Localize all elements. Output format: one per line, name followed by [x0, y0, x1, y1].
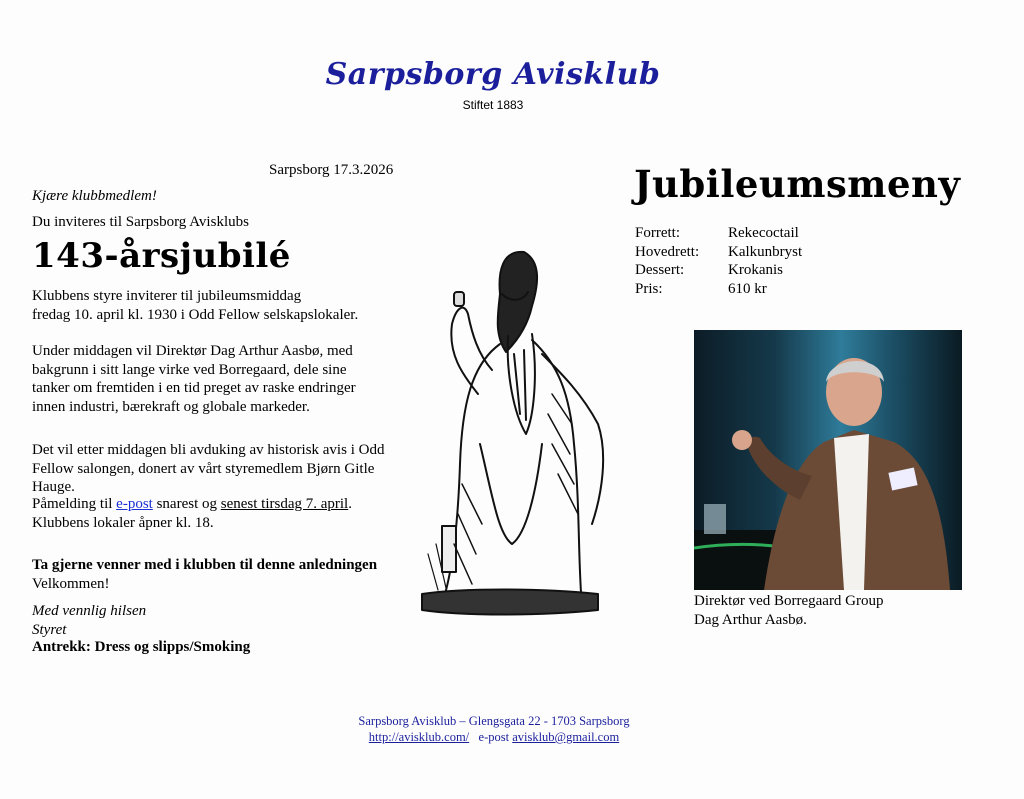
photo-caption	[694, 592, 884, 629]
website-link[interactable]: http://avisklub.com/	[368, 730, 470, 744]
menu-row	[635, 261, 802, 280]
invite-line: Du inviteres til Sarpsborg Avisklubs	[32, 214, 249, 230]
menu-label: Dessert:	[635, 262, 685, 278]
paragraph-unveiling: Det vil etter middagen bli avduking av historisk avis i Odd Fellow salongen, donert av vårt styremedlem Bjørn Gitle Hauge.	[32, 442, 385, 495]
footer-contact	[0, 729, 988, 745]
footer	[0, 713, 988, 745]
menu-value: 610 kr	[728, 280, 767, 297]
menu-label: Hovedrett:	[635, 243, 700, 260]
paragraph-dinner-line-2: fredag 10. april kl. 1930 i Odd Fellow selskapslokaler.	[32, 306, 359, 323]
letter-date: Sarpsborg 17.3.2026	[269, 162, 394, 178]
regards	[32, 602, 146, 639]
founded-line: Stiftet 1883	[462, 98, 524, 112]
paragraph-speaker: Under middagen vil Direktør Dag Arthur Aasbø, med bakgrunn i sitt lange virke ved Borregaard, dele sine tanker om fremtiden i en tid preget av raske endringer innen industri, bærekraft og globale markeder.	[32, 343, 356, 415]
dress-code: Antrekk: Dress og slipps/Smoking	[32, 639, 251, 655]
email-link[interactable]: avisklub@gmail.com	[512, 730, 620, 744]
menu-table	[635, 224, 802, 298]
email-label: e-post	[478, 730, 510, 744]
menu-value: Rekecoctail	[728, 225, 799, 241]
paragraph-dinner	[32, 287, 402, 324]
email-signup-link[interactable]: e-post	[116, 496, 153, 512]
bring-friends: Ta gjerne venner med i klubben til denne anledningen	[32, 557, 378, 573]
footer-address: Sarpsborg Avisklub – Glengsgata 22 - 1703 Sarpsborg	[358, 714, 630, 728]
regards-line: Med vennlig hilsen	[32, 603, 147, 619]
paragraph-dinner-line-1: Klubbens styre inviterer til jubileumsmiddag	[32, 288, 302, 304]
photo-caption-name: Dag Arthur Aasbø.	[694, 611, 807, 628]
menu-value: Kalkunbryst	[728, 243, 803, 260]
signup-middle: snarest og	[152, 496, 221, 512]
speaker-photo	[694, 330, 962, 590]
opening-time: Klubbens lokaler åpner kl. 18.	[32, 514, 214, 531]
photo-caption-title: Direktør ved Borregaard Group	[694, 593, 884, 609]
menu-value: Krokanis	[728, 262, 783, 278]
signup-suffix: .	[348, 496, 352, 512]
regards-signature: Styret	[32, 621, 67, 638]
jubilee-title: 143-årsjubilé	[32, 236, 291, 276]
menu-row	[635, 280, 802, 299]
menu-row	[635, 243, 802, 262]
club-name: Sarpsborg Avisklub	[325, 57, 661, 92]
menu-label: Forrett:	[635, 225, 680, 241]
greeting: Kjære klubbmedlem!	[32, 188, 157, 204]
menu-row	[635, 224, 802, 243]
welcome: Velkommen!	[32, 576, 110, 592]
menu-title: Jubileumsmeny	[634, 162, 961, 206]
menu-label: Pris:	[635, 280, 663, 297]
reading-man-illustration	[402, 244, 614, 634]
signup-prefix: Påmelding til	[32, 496, 117, 512]
signup-line	[32, 495, 352, 532]
signup-deadline: senest tirsdag 7. april	[220, 496, 349, 512]
